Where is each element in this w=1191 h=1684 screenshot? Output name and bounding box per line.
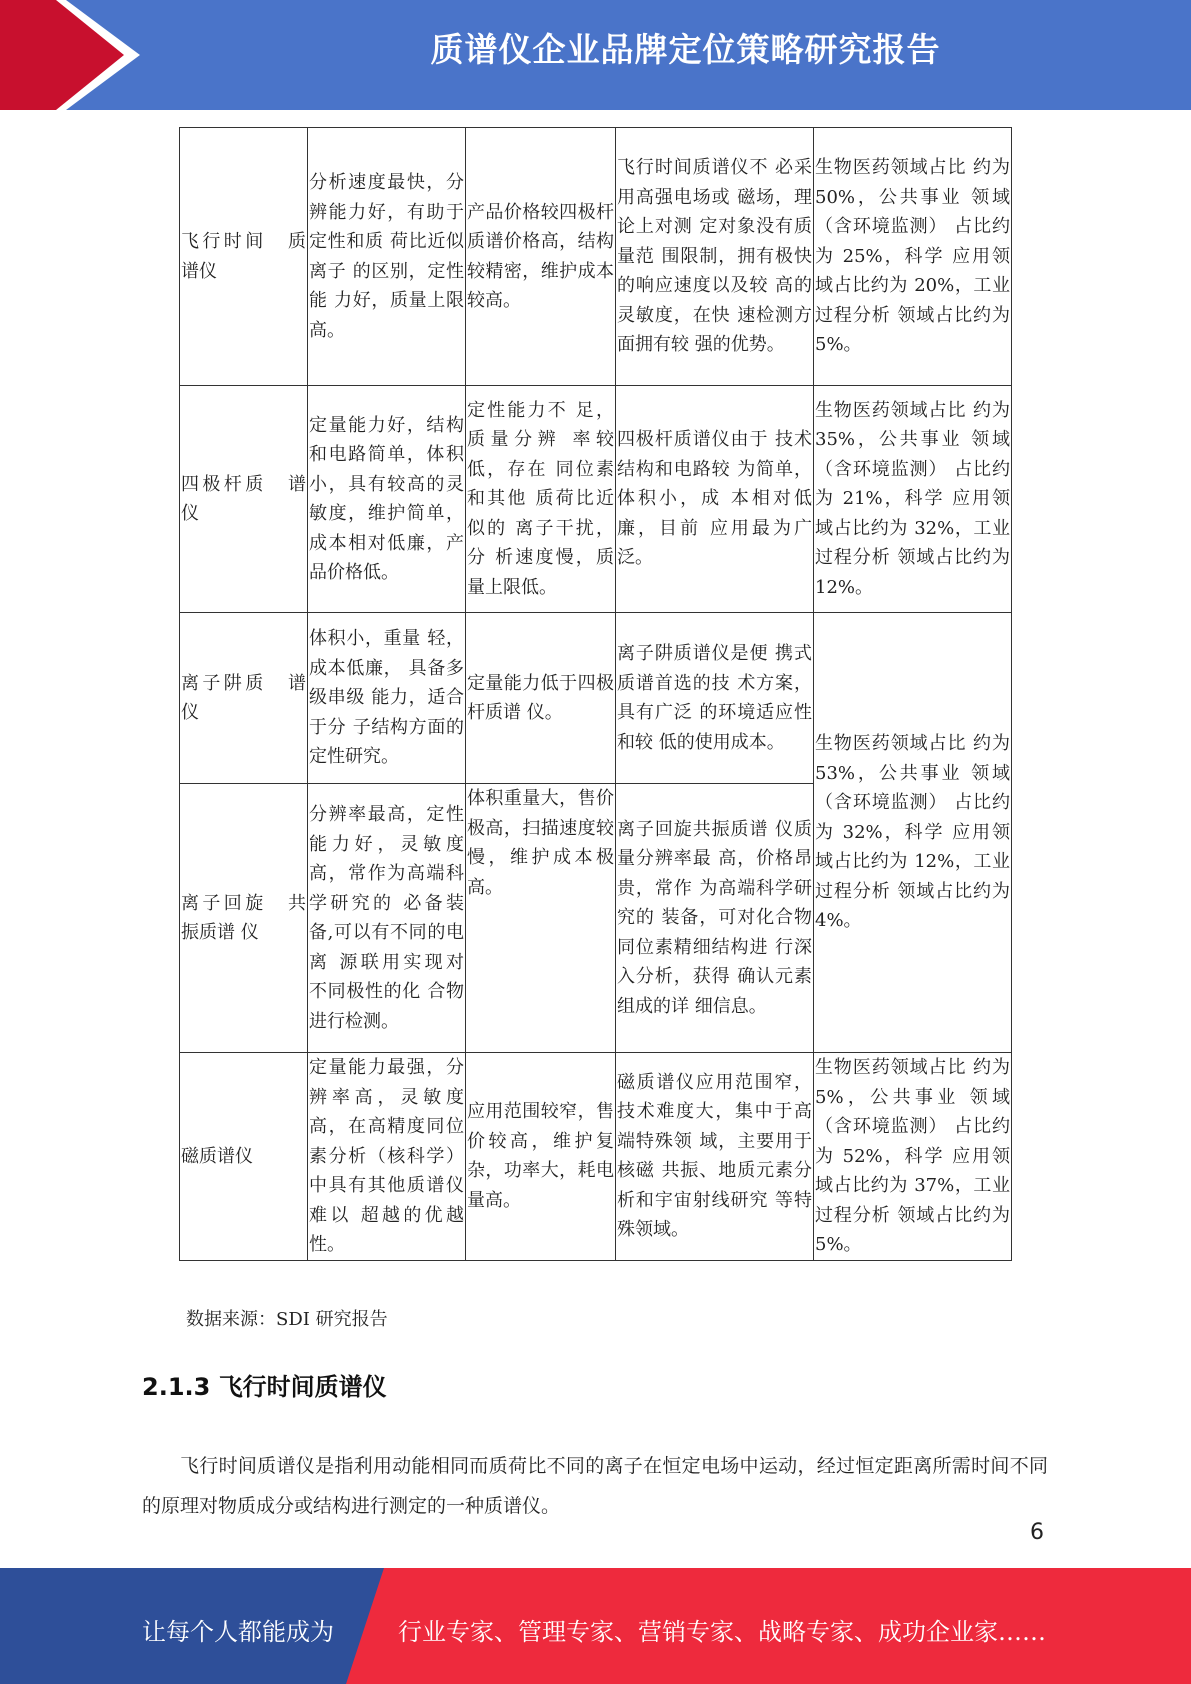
page-header	[0, 0, 1191, 110]
instrument-type-cell: 四极杆质 谱仪	[180, 386, 308, 613]
footer-slogan-left: 让每个人都能成为	[142, 1618, 334, 1646]
page-number: 6	[1030, 1520, 1044, 1545]
features-cell: 飞行时间质谱仪不 必采用高强电场或 磁场，理论上对测 定对象没有质量范 围限制，拥有极快 的响应速度以及较 高的灵敏度，在快 速检测方面拥有较 强的优势。	[616, 128, 814, 386]
disadvantages-cell: 应用范围较窄，售价较高，维护复杂，功率大，耗电量高。	[466, 1053, 616, 1261]
table-row	[180, 1053, 1012, 1261]
section-paragraph: 飞行时间质谱仪是指利用动能相同而质荷比不同的离子在恒定电场中运动，经过恒定距离所需时间不同的原理对物质成分或结构进行测定的一种质谱仪。	[142, 1455, 1048, 1517]
features-cell: 离子阱质谱仪是便 携式质谱首选的技 术方案，具有广泛 的环境适应性和较 低的使用成本。	[616, 613, 814, 784]
footer-slogan-right: 行业专家、管理专家、营销专家、战略专家、成功企业家……	[398, 1618, 1046, 1646]
features-cell: 磁质谱仪应用范围窄，技术难度大，集中于高端特殊领 域，主要用于核磁 共振、地质元素分 析和宇宙射线研究 等特殊领域。	[616, 1053, 814, 1261]
section-heading: 2.1.3 飞行时间质谱仪	[142, 1373, 387, 1401]
advantages-cell: 分辨率最高，定性能力好，灵敏度高，常作为高端科学研究的 必备装备,可以有不同的电离 源联用实现对 不同极性的化 合物进行检测。	[308, 784, 466, 1053]
advantages-cell: 分析速度最快，分辨能力好，有助于定性和质 荷比近似离子 的区别，定性能 力好，质量上限 高。	[308, 128, 466, 386]
instrument-type-cell: 飞行时间 质谱仪	[180, 128, 308, 386]
market-share-cell: 生物医药领域占比 约为 35%，公共事业 领域（含环境监测） 占比约为 21%，科学 应用领域占比约为 32%，工业过程分析 领域占比约为 12%。	[814, 386, 1012, 613]
features-cell: 四极杆质谱仪由于 技术结构和电路较 为简单，体积小，成 本相对低廉，目前 应用最为广泛。	[616, 386, 814, 613]
advantages-cell: 体积小，重量 轻，成本低廉， 具备多级串级 能力，适合于分 子结构方面的 定性研究。	[308, 613, 466, 784]
instrument-type-cell: 磁质谱仪	[180, 1053, 308, 1261]
instrument-type-cell: 离子回旋 共振质谱 仪	[180, 784, 308, 1053]
disadvantages-cell: 体积重量大，售价极高，扫描速度较慢，维护成本极 高。	[466, 784, 616, 1053]
mass-spectrometer-comparison-table	[179, 127, 1012, 1261]
market-share-cell: 生物医药领域占比 约为 5%，公共事业 领域（含环境监测） 占比约为 52%，科学 应用领域占比约为 37%，工业过程分析 领域占比约为 5%。	[814, 1053, 1012, 1261]
table-row	[180, 128, 1012, 386]
advantages-cell: 定量能力好，结构和电路简单，体积小，具有较高的灵敏度，维护简单，成本相对低廉，产品价格低。	[308, 386, 466, 613]
features-cell: 离子回旋共振质谱 仪质量分辨率最 高，价格昂贵，常作 为高端科学研究的 装备，可对化合物同位素精细结构进 行深入分析，获得 确认元素组成的详 细信息。	[616, 784, 814, 1053]
data-source-note: 数据来源：SDI 研究报告	[186, 1309, 388, 1330]
instrument-type-cell: 离子阱质 谱仪	[180, 613, 308, 784]
disadvantages-cell: 定量能力低于四极杆质谱 仪。	[466, 613, 616, 784]
disadvantages-cell: 定性能力不 足，质量分辨 率较低，存在 同位素和其他 质荷比近似的 离子干扰，分 析速度慢，质 量上限低。	[466, 386, 616, 613]
advantages-cell: 定量能力最强，分辨率高，灵敏度高，在高精度同位素分析（核科学）中具有其他质谱仪难以 超越的优越性。	[308, 1053, 466, 1261]
table-row	[180, 386, 1012, 613]
market-share-merged-cell: 生物医药领域占比 约为 53%，公共事业 领域（含环境监测） 占比约为 32%，科学 应用领域占比约为 12%，工业过程分析 领域占比约为 4%。	[814, 613, 1012, 1053]
report-title: 质谱仪企业品牌定位策略研究报告	[430, 30, 941, 69]
header-red-chevron	[0, 0, 140, 110]
table-row	[180, 613, 1012, 784]
market-share-cell: 生物医药领域占比 约为 50%，公共事业 领域（含环境监测） 占比约为 25%，科学 应用领域占比约为 20%，工业过程分析 领域占比约为 5%。	[814, 128, 1012, 386]
disadvantages-cell: 产品价格较四极杆质谱价格高，结构较精密，维护成本较高。	[466, 128, 616, 386]
